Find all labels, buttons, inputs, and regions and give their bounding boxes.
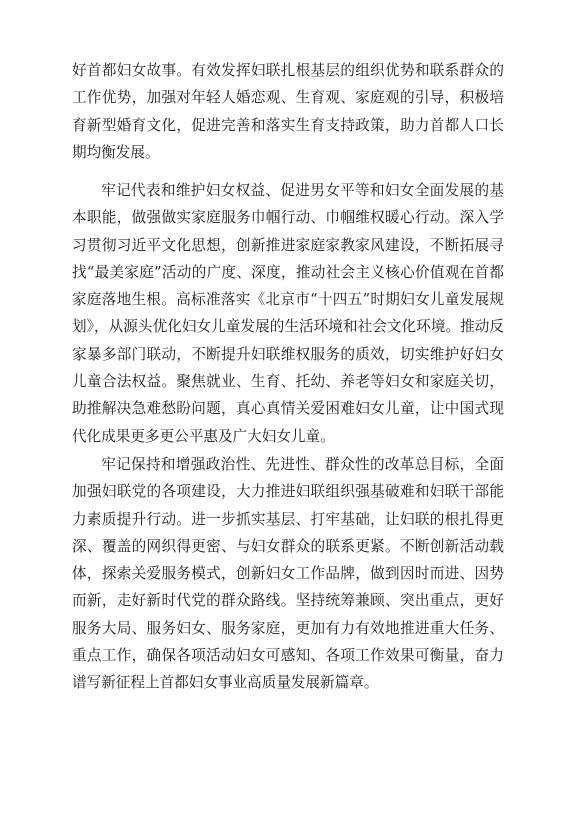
paragraph-2: 牢记代表和维护妇女权益、促进男女平等和妇女全面发展的基本职能，做强做实家庭服务巾帼行动、巾帼维权暖心行动。深入学习贯彻习近平文化思想，创新推进家庭家教家风建设，不断拓展寻找“最美家庭”活动的广度、深度，推动社会主义核心价值观在首都家庭落地生根。高标准落实《北京市“十四五”时期妇女儿童发展规划》，从源头优化妇女儿童发展的生活环境和社会文化环境。推动反家暴多部门联动，不断提升妇联维权服务的质效，切实维护好妇女儿童合法权益。聚焦就业、生育、托幼、养老等妇女和家庭关切，助推解决急难愁盼问题，真心真情关爱困难妇女儿童，让中国式现代化成果更多更公平惠及广大妇女儿童。 — [72, 182, 504, 445]
paragraph-1: 好首都妇女故事。有效发挥妇联扎根基层的组织优势和联系群众的工作优势，加强对年轻人婚恋观、生育观、家庭观的引导，积极培育新型婚育文化，促进完善和落实生育支持政策，助力首都人口长期均衡发展。 — [72, 62, 504, 161]
paragraph-3: 牢记保持和增强政治性、先进性、群众性的改革总目标，全面加强妇联党的各项建设，大力推进妇联组织强基破难和妇联干部能力素质提升行动。进一步抓实基层、打牢基础，让妇联的根扎得更深、覆盖的网织得更密、与妇女群众的联系更紧。不断创新活动载体，探索关爱服务模式，创新妇女工作品牌，做到因时而进、因势而新，走好新时代党的群众路线。坚持统筹兼顾、突出重点，更好服务大局、服务妇女、服务家庭，更加有力有效地推进重大任务、重点工作，确保各项活动妇女可感知、各项工作效果可衡量，奋力谱写新征程上首都妇女事业高质量发展新篇章。 — [72, 456, 504, 692]
